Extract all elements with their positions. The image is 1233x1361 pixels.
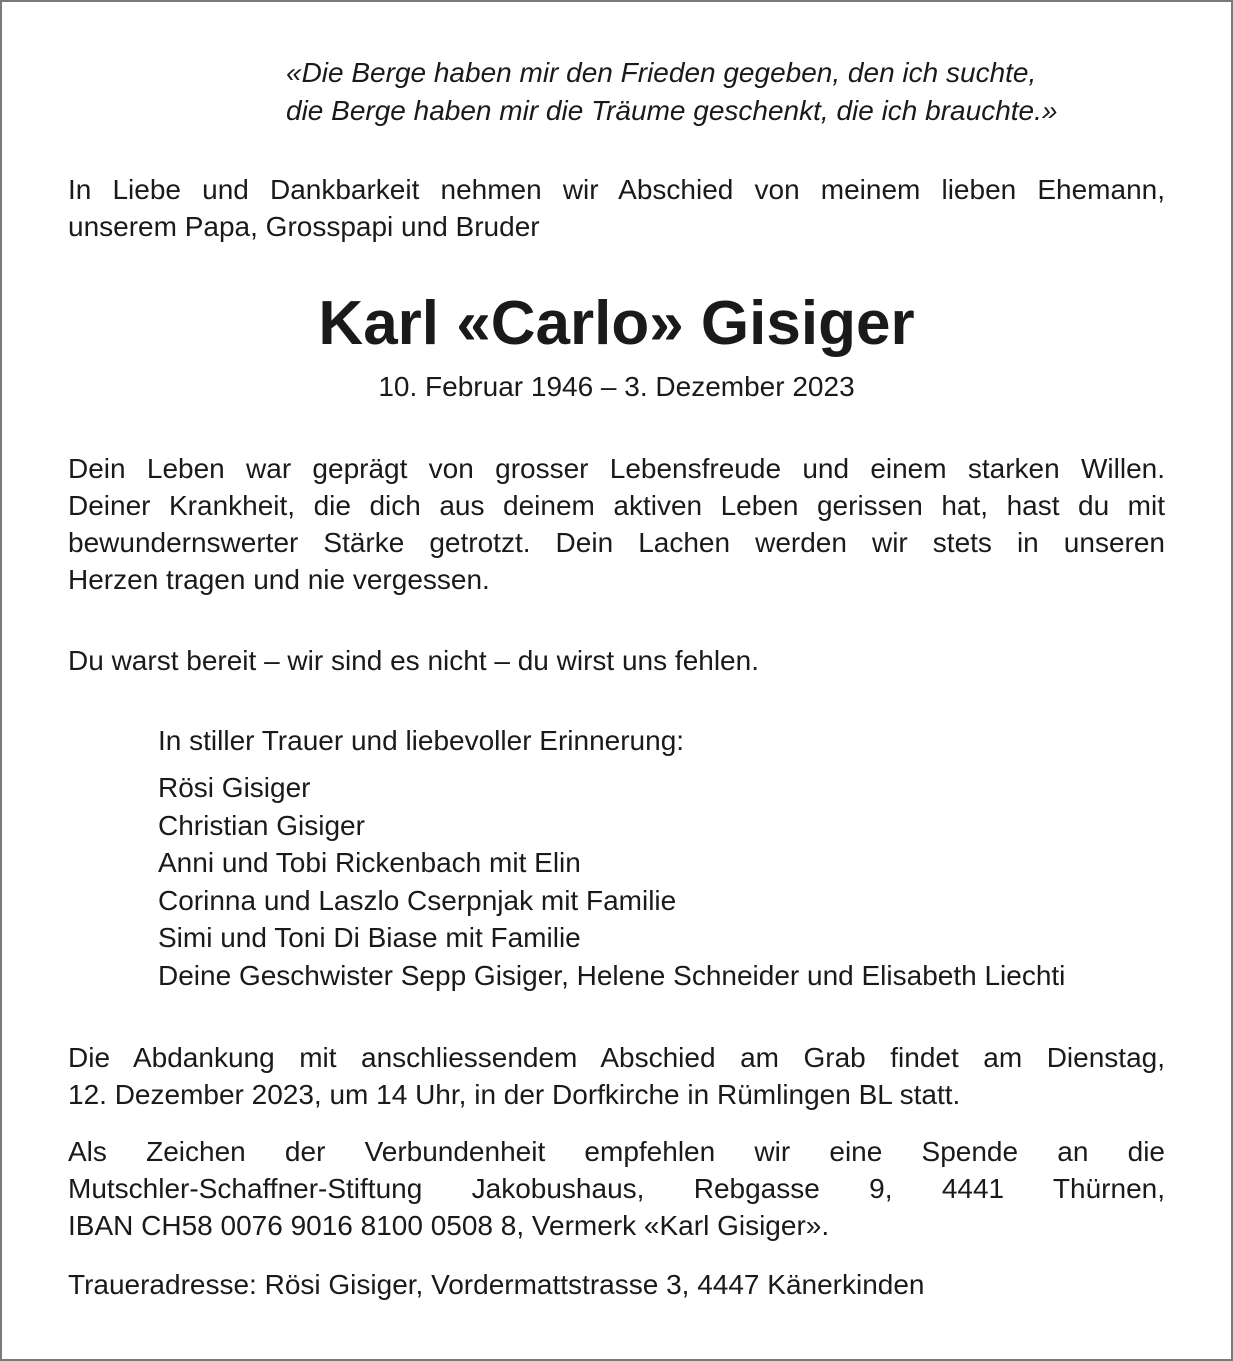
epigraph-quote [286, 54, 1057, 130]
donation-line: IBAN CH58 0076 9016 8100 0508 8, Vermerk «Karl Gisiger». [68, 1210, 830, 1241]
deceased-name: Karl «Carlo» Gisiger [318, 289, 915, 358]
mourner-name: Rösi Gisiger [158, 772, 311, 803]
farewell-line: Du warst bereit – wir sind es nicht – du wirst uns fehlen. [68, 645, 759, 676]
intro-paragraph [68, 171, 1165, 245]
tribute-line: Deiner Krankheit, die dich aus deinem aktiven Leben gerissen hat, hast du mit [68, 490, 1165, 521]
intro-line: In Liebe und Dankbarkeit nehmen wir Abschied von meinem lieben Ehemann, [68, 174, 1165, 205]
mourner-name: Deine Geschwister Sepp Gisiger, Helene Schneider und Elisabeth Liechti [158, 959, 1066, 991]
mourning-address: Traueradresse: Rösi Gisiger, Vordermattstrasse 3, 4447 Känerkinden [68, 1269, 925, 1300]
ceremony-line: 12. Dezember 2023, um 14 Uhr, in der Dorfkirche in Rümlingen BL statt. [68, 1079, 961, 1110]
tribute-line: bewundernswerter Stärke getrotzt. Dein Lachen werden wir stets in unseren [68, 527, 1165, 558]
tribute-paragraph [68, 450, 1165, 598]
donation-line: Als Zeichen der Verbundenheit empfehlen wir eine Spende an die [68, 1136, 1165, 1167]
ceremony-line: Die Abdankung mit anschliessendem Abschied am Grab findet am Dienstag, [68, 1042, 1165, 1073]
life-dates: 10. Februar 1946 – 3. Dezember 2023 [378, 371, 855, 402]
ceremony-paragraph [68, 1039, 1165, 1113]
quote-line: die Berge haben mir die Träume geschenkt, die ich brauchte.» [286, 95, 1058, 126]
intro-line: unserem Papa, Grosspapi und Bruder [68, 211, 540, 242]
mourner-name: Corinna und Laszlo Cserpnjak mit Familie [158, 884, 677, 916]
tribute-line: Herzen tragen und nie vergessen. [68, 564, 490, 595]
mourners-intro: In stiller Trauer und liebevoller Erinnerung: [158, 725, 685, 756]
quote-line: «Die Berge haben mir den Frieden gegeben, den ich suchte, [286, 57, 1037, 88]
donation-paragraph [68, 1133, 1165, 1244]
tribute-line: Dein Leben war geprägt von grosser Lebensfreude und einem starken Willen. [68, 453, 1165, 484]
mourner-name: Christian Gisiger [158, 809, 365, 841]
donation-line: Mutschler-Schaffner-Stiftung Jakobushaus, Rebgasse 9, 4441 Thürnen, [68, 1173, 1165, 1204]
mourner-name: Simi und Toni Di Biase mit Familie [158, 922, 581, 953]
mourners-list [158, 769, 1065, 994]
mourner-name: Anni und Tobi Rickenbach mit Elin [158, 847, 581, 878]
